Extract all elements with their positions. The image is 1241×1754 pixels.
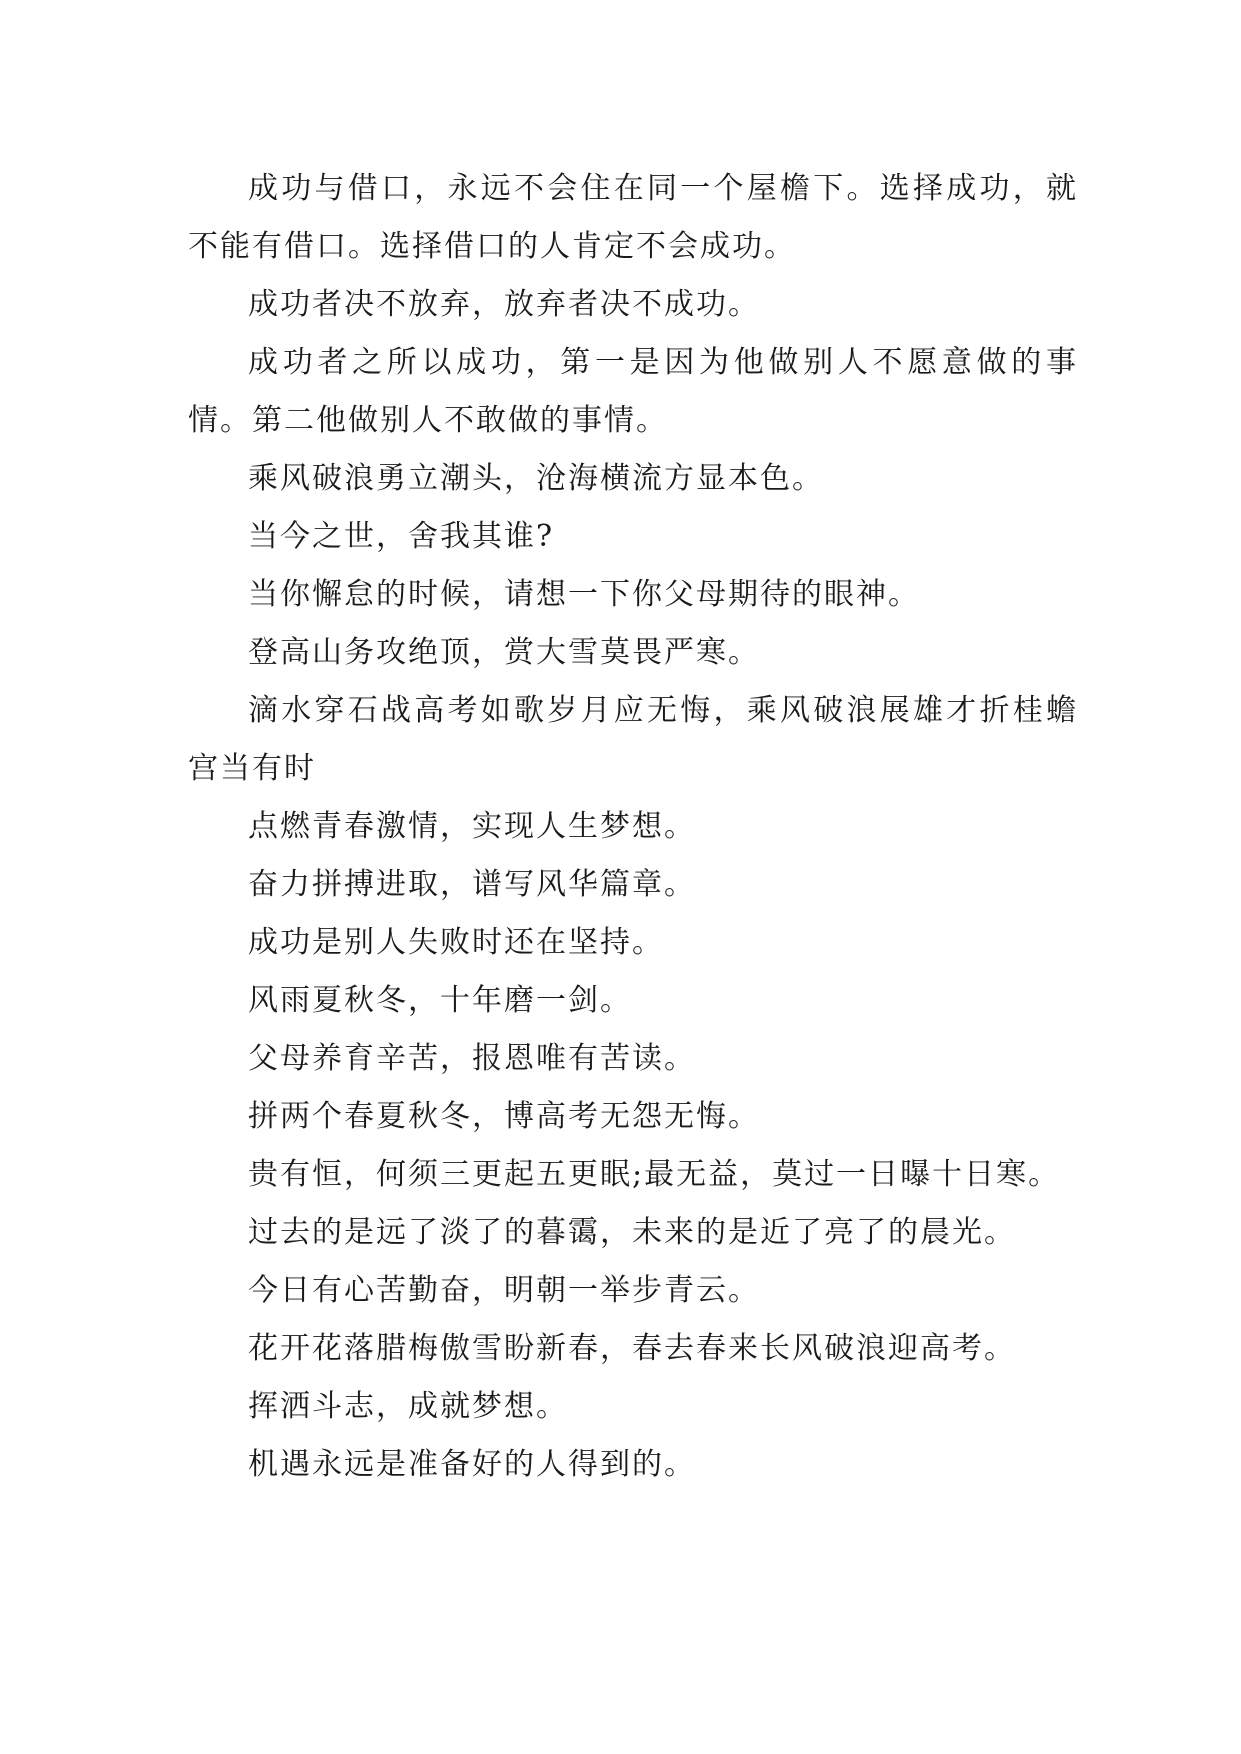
paragraph-8: 滴水穿石战高考如歌岁月应无悔，乘风破浪展雄才折桂蟾宫当有时 — [188, 693, 1078, 786]
paragraph-18: 花开花落腊梅傲雪盼新春，春去春来长风破浪迎高考。 — [248, 1331, 1016, 1366]
paragraph-6: 当你懈怠的时候，请想一下你父母期待的眼神。 — [248, 577, 920, 612]
paragraph-9: 点燃青春激情，实现人生梦想。 — [248, 809, 696, 844]
paragraph-19: 挥洒斗志，成就梦想。 — [248, 1389, 568, 1424]
paragraph-12: 风雨夏秋冬，十年磨一剑。 — [248, 983, 632, 1018]
document-body — [188, 160, 1078, 1494]
paragraph-16: 过去的是远了淡了的暮霭，未来的是近了亮了的晨光。 — [248, 1215, 1016, 1250]
paragraph-7: 登高山务攻绝顶，赏大雪莫畏严寒。 — [248, 635, 760, 670]
paragraph-5: 当今之世，舍我其谁? — [248, 519, 555, 554]
paragraph-20: 机遇永远是准备好的人得到的。 — [248, 1447, 696, 1482]
paragraph-11: 成功是别人失败时还在坚持。 — [248, 925, 664, 960]
paragraph-13: 父母养育辛苦，报恩唯有苦读。 — [248, 1041, 696, 1076]
paragraph-1: 成功与借口，永远不会住在同一个屋檐下。选择成功，就不能有借口。选择借口的人肯定不会成功。 — [188, 171, 1078, 264]
paragraph-17: 今日有心苦勤奋，明朝一举步青云。 — [248, 1273, 760, 1308]
paragraph-3: 成功者之所以成功，第一是因为他做别人不愿意做的事情。第二他做别人不敢做的事情。 — [188, 345, 1078, 438]
paragraph-2: 成功者决不放弃，放弃者决不成功。 — [248, 287, 760, 322]
paragraph-15: 贵有恒，何须三更起五更眠;最无益，莫过一日曝十日寒。 — [248, 1157, 1061, 1192]
paragraph-10: 奋力拼搏进取，谱写风华篇章。 — [248, 867, 696, 902]
paragraph-14: 拼两个春夏秋冬，博高考无怨无悔。 — [248, 1099, 760, 1134]
paragraph-4: 乘风破浪勇立潮头，沧海横流方显本色。 — [248, 461, 824, 496]
